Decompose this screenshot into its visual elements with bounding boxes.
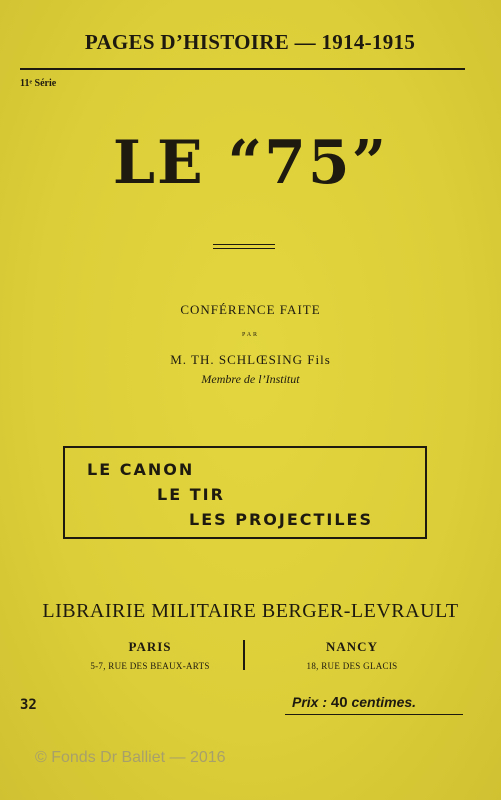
price-value: 40 [330,694,348,711]
author-role: Membre de l’Institut [201,372,300,386]
par-label: PAR [241,332,260,338]
main-title: LE “75” [112,128,389,198]
topic-line: LES PROJECTILES [189,510,374,529]
title-divider [213,244,275,249]
topics-box [63,446,427,539]
series-title: PAGES D’HISTOIRE — 1914-1915 [84,30,416,54]
topic-line: LE TIR [157,485,225,504]
city-paris: PARIS [128,639,172,654]
issue-number: 32 [20,697,37,713]
price-underline [285,714,463,715]
price [292,694,416,711]
header-rule [20,68,465,70]
conference-label: CONFÉRENCE FAITE [180,302,321,317]
address-nancy: 18, RUE DES GLACIS [306,661,398,671]
price-suffix: centimes. [347,694,417,710]
city-nancy: NANCY [326,639,378,654]
price-prefix: Prix : [292,694,331,710]
address-paris: 5-7, RUE DES BEAUX-ARTS [90,661,210,671]
author-name: M. TH. SCHLŒSING Fils [170,352,331,367]
serie-label: 11ᵉ Série [20,78,57,89]
watermark: © Fonds Dr Balliet — 2016 [35,749,226,766]
publisher-name: LIBRAIRIE MILITAIRE BERGER-LEVRAULT [42,600,459,622]
topic-line: LE CANON [87,460,195,479]
city-divider [243,640,245,670]
